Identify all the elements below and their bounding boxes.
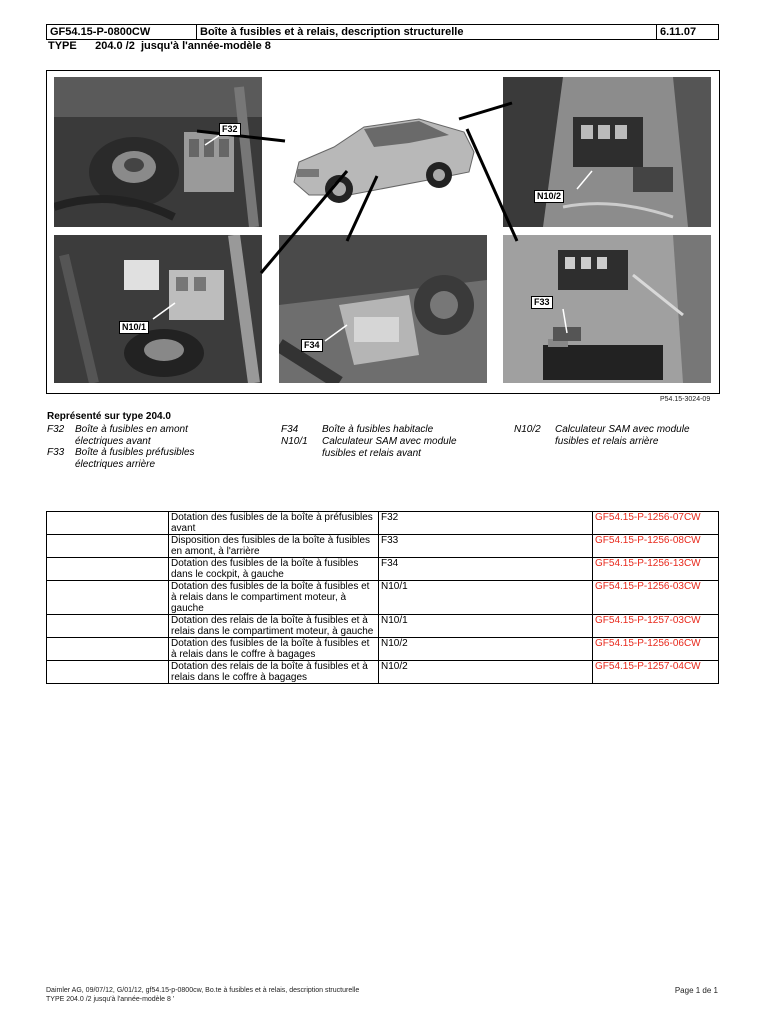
legend-desc: Boîte à fusibles habitacle (322, 424, 434, 435)
row-label (47, 615, 169, 638)
reference-table (46, 511, 719, 684)
doc-date: 6.11.07 (657, 25, 719, 40)
row-reference-link[interactable]: GF54.15-P-1256-03CW (593, 581, 719, 615)
row-label (47, 581, 169, 615)
table-row (47, 638, 719, 661)
legend-title: Représenté sur type 204.0 (47, 411, 171, 422)
n10-1-leader-line (261, 171, 347, 273)
row-description: Dotation des relais de la boîte à fusibles et à relais dans le compartiment moteur, à gauche (169, 615, 379, 638)
legend-item-n10-1 (281, 436, 511, 462)
row-component-code: F33 (379, 535, 593, 558)
row-description: Disposition des fusibles de la boîte à fusibles en amont, à l'arrière (169, 535, 379, 558)
row-reference-link[interactable]: GF54.15-P-1257-03CW (593, 615, 719, 638)
row-component-code: N10/2 (379, 638, 593, 661)
legend-desc: Boîte à fusibles en amont électriques avant (75, 424, 188, 447)
doc-title: Boîte à fusibles et à relais, description structurelle (197, 25, 657, 40)
row-description: Dotation des fusibles de la boîte à fusibles et à relais dans le coffre à bagages (169, 638, 379, 661)
row-reference-link[interactable]: GF54.15-P-1256-07CW (593, 512, 719, 535)
row-reference-link[interactable]: GF54.15-P-1256-06CW (593, 638, 719, 661)
callout-f32: F32 (219, 123, 241, 136)
row-reference-link[interactable]: GF54.15-P-1256-08CW (593, 535, 719, 558)
legend-code: F32 (47, 424, 65, 435)
row-component-code: N10/2 (379, 661, 593, 684)
figure-reference: P54.15-3024-09 (660, 396, 711, 403)
fuse-box-location-figure (46, 70, 720, 394)
legend-code: F34 (281, 424, 299, 435)
row-component-code: N10/1 (379, 615, 593, 638)
type-label: TYPE (48, 40, 77, 52)
callout-n10-1: N10/1 (119, 321, 149, 334)
row-description: Dotation des fusibles de la boîte à fusibles dans le cockpit, à gauche (169, 558, 379, 581)
table-row (47, 615, 719, 638)
row-component-code: N10/1 (379, 581, 593, 615)
table-row (47, 558, 719, 581)
callout-n10-2: N10/2 (534, 190, 564, 203)
legend-item-f33 (47, 447, 277, 473)
row-reference-link[interactable]: GF54.15-P-1257-04CW (593, 661, 719, 684)
callout-f33: F33 (531, 296, 553, 309)
row-label (47, 638, 169, 661)
callout-f34: F34 (301, 339, 323, 352)
legend-code: N10/2 (514, 424, 541, 435)
footer-line-1: Daimler AG, 09/07/12, G/01/12, gf54.15-p-0800cw, Bo.te à fusibles et à relais, description structurelle (46, 987, 360, 994)
callout-lines (47, 71, 719, 393)
table-row (47, 512, 719, 535)
row-description: Dotation des fusibles de la boîte à fusibles et à relais dans le compartiment moteur, à gauche (169, 581, 379, 615)
legend-desc: Boîte à fusibles préfusibles électriques arrière (75, 447, 195, 470)
f33-leader-line (467, 129, 517, 241)
row-label (47, 558, 169, 581)
type-line (48, 40, 271, 52)
row-component-code: F34 (379, 558, 593, 581)
legend-item-n10-2 (514, 424, 718, 450)
type-value: 204.0 /2 jusqu'à l'année-modèle 8 (95, 40, 271, 52)
footer-source (46, 986, 359, 1004)
legend-code: F33 (47, 447, 65, 458)
row-label (47, 535, 169, 558)
f32-leader-line (197, 131, 285, 141)
table-row (47, 581, 719, 615)
row-reference-link[interactable]: GF54.15-P-1256-13CW (593, 558, 719, 581)
table-row (47, 661, 719, 684)
legend-desc: Calculateur SAM avec module fusibles et relais avant (322, 436, 457, 459)
row-description: Dotation des fusibles de la boîte à préfusibles avant (169, 512, 379, 535)
f34-leader-line (347, 176, 377, 241)
row-label (47, 512, 169, 535)
doc-id: GF54.15-P-0800CW (47, 25, 197, 40)
legend-desc: Calculateur SAM avec module fusibles et relais arrière (555, 424, 690, 447)
table-row (47, 535, 719, 558)
row-description: Dotation des relais de la boîte à fusibles et à relais dans le coffre à bagages (169, 661, 379, 684)
row-component-code: F32 (379, 512, 593, 535)
row-label (47, 661, 169, 684)
page-number: Page 1 de 1 (674, 986, 718, 995)
footer-line-2: TYPE 204.0 /2 jusqu'à l'année-modèle 8 ' (46, 996, 175, 1003)
n10-2-leader-line (459, 103, 512, 119)
header-table (46, 24, 719, 40)
legend-code: N10/1 (281, 436, 308, 447)
